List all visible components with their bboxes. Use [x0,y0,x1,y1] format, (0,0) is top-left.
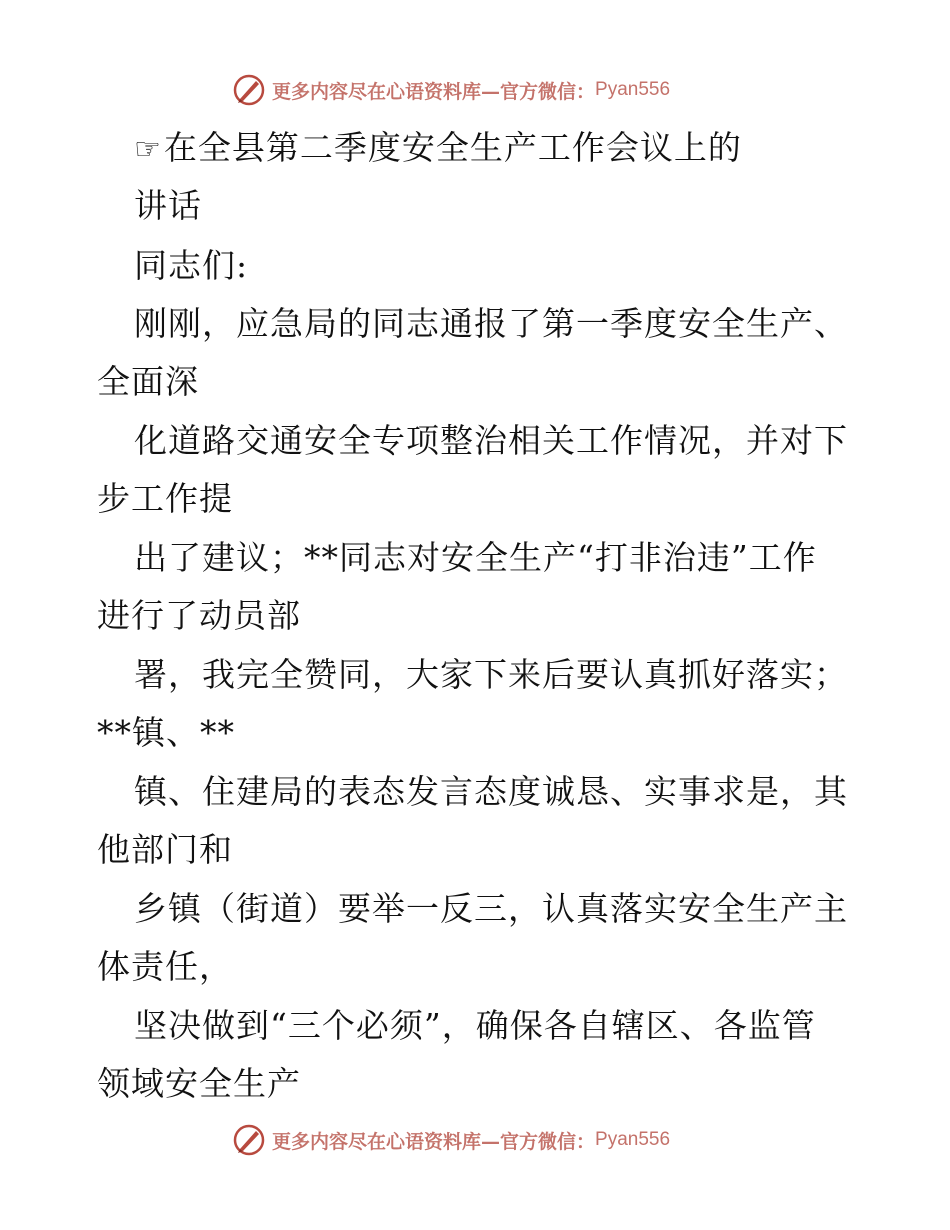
body-line: 出了建议；**同志对安全生产“打非治违”工作 [134,538,817,577]
body-line: 同志们: [134,246,249,285]
body-line: 全面深 [97,362,199,401]
document-title-line-1 [134,128,742,170]
pen-logo-icon [232,1123,266,1157]
document-title-line-2: 讲话 [134,186,202,225]
body-line: 步工作提 [97,479,233,518]
watermark-text: 更多内容尽在心语资料库—官方微信： [272,1130,596,1153]
body-line: 坚决做到“三个必须”，确保各自辖区、各监管 [134,1006,816,1045]
body-line: 乡镇（街道）要举一反三，认真落实安全生产主 [134,889,848,928]
body-line: 刚刚，应急局的同志通报了第一季度安全生产、 [134,304,848,343]
watermark-text: 更多内容尽在心语资料库—官方微信： [272,80,596,103]
watermark-wechat-id: Pyan556 [595,79,671,100]
body-line: 体责任， [97,947,233,986]
body-line: 镇、住建局的表态发言态度诚恳、实事求是，其 [134,772,848,811]
body-line: 化道路交通安全专项整治相关工作情况，并对下 [134,421,848,460]
pen-logo-icon [232,73,266,107]
watermark-footer [232,1122,670,1158]
body-line: 领域安全生产 [97,1064,301,1103]
title-text-1: 在全县第二季度安全生产工作会议上的 [163,128,742,167]
body-line: 署，我完全赞同，大家下来后要认真抓好落实； [134,655,848,694]
watermark-header [232,72,670,108]
body-line: **镇、** [97,713,235,752]
body-line: 进行了动员部 [97,596,301,635]
body-line: 他部门和 [97,830,233,869]
hand-pointing-icon: ☞ [134,132,162,167]
watermark-wechat-id: Pyan556 [595,1129,671,1150]
